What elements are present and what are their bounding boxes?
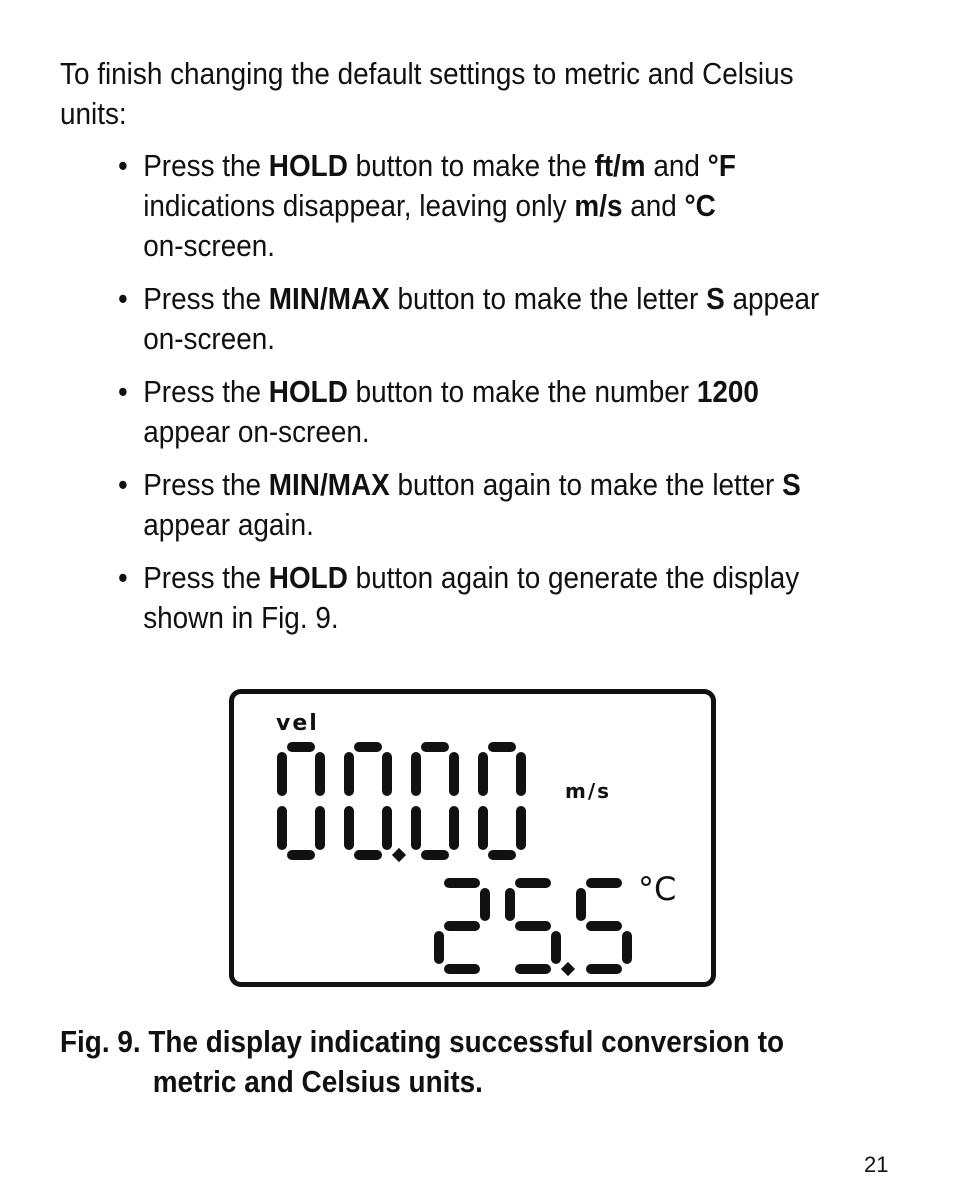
step-text: on-screen. (143, 321, 276, 356)
celsius-keyword: °C (684, 188, 716, 223)
digit-segment (449, 752, 459, 796)
digit-segment (434, 931, 444, 964)
bullet: • (118, 467, 128, 502)
digit-segment (622, 931, 632, 964)
digit-segment (488, 850, 516, 860)
step-list (118, 146, 897, 651)
step-item-2 (118, 279, 819, 359)
primary-reading (277, 742, 526, 862)
digit-segment (382, 752, 392, 796)
figure-caption (60, 1022, 784, 1102)
digit-segment (516, 806, 526, 850)
step-text: Press the (143, 148, 269, 183)
step-text: indications disappear, leaving only (143, 188, 575, 223)
digit-segment (449, 806, 459, 850)
bullet: • (118, 281, 128, 316)
hold-keyword: HOLD (268, 148, 348, 183)
caption-line: metric and Celsius units. (152, 1064, 483, 1099)
digit-segment (586, 921, 622, 931)
minmax-keyword: MIN/MAX (268, 281, 390, 316)
digit-segment (315, 806, 325, 850)
digit-segment (586, 964, 622, 974)
digit-segment (515, 921, 551, 931)
digit-segment (344, 806, 354, 850)
step-text: Press the (143, 560, 269, 595)
step-item-1 (118, 146, 819, 266)
decimal-point (392, 848, 406, 862)
step-text: on-screen. (143, 228, 276, 263)
minmax-keyword: MIN/MAX (268, 467, 390, 502)
step-text: Press the (143, 281, 269, 316)
step-text: button to make the number (347, 374, 697, 409)
digit-segment (444, 878, 480, 888)
hold-keyword: HOLD (268, 374, 348, 409)
mode-label: vel (276, 711, 319, 736)
digit-segment (551, 931, 561, 964)
hold-keyword: HOLD (268, 560, 348, 595)
digit-segment (287, 850, 315, 860)
digit-segment (421, 742, 449, 752)
secondary-unit: °C (638, 870, 677, 908)
lcd-screen (234, 694, 711, 982)
step-item-4 (118, 465, 819, 545)
digit-segment (344, 752, 354, 796)
lcd-display-figure (229, 689, 716, 987)
page-number: 21 (864, 1152, 889, 1177)
digit-segment (444, 964, 480, 974)
digit-segment (488, 742, 516, 752)
step-text: button again to make the letter (389, 467, 783, 502)
ftm-keyword: ft/m (594, 148, 646, 183)
digit-segment (480, 888, 490, 921)
digit-segment (505, 888, 515, 921)
bullet: • (118, 148, 128, 183)
digit-segment (586, 878, 622, 888)
step-text: appear again. (143, 507, 314, 542)
digit-segment (277, 806, 287, 850)
digit-segment (478, 752, 488, 796)
digit-segment (515, 964, 551, 974)
step-text: Press the (143, 374, 269, 409)
digit-segment (444, 921, 480, 931)
step-text: shown in Fig. 9. (143, 600, 339, 635)
step-item-5 (118, 558, 819, 638)
digit-segment (277, 752, 287, 796)
bullet: • (118, 374, 128, 409)
step-text: button to make the (347, 148, 595, 183)
digit-segment (287, 742, 315, 752)
step-text: button again to generate the display (347, 560, 800, 595)
caption-line: The display indicating successful conversion to (140, 1024, 785, 1059)
intro-paragraph (60, 54, 794, 134)
s-keyword: S (706, 281, 725, 316)
digit-segment (382, 806, 392, 850)
decimal-point (561, 962, 575, 976)
digit-segment (354, 850, 382, 860)
step-text: and (645, 148, 708, 183)
digit-segment (516, 752, 526, 796)
digit-segment (411, 806, 421, 850)
digit-segment (411, 752, 421, 796)
caption-prefix: Fig. 9. (60, 1024, 141, 1059)
step-item-3 (118, 372, 819, 452)
digit-segment (478, 806, 488, 850)
step-text: Press the (143, 467, 269, 502)
digit-segment (421, 850, 449, 860)
digit-segment (354, 742, 382, 752)
bullet: • (118, 560, 128, 595)
step-text: appear on-screen. (143, 414, 370, 449)
intro-line: units: (60, 96, 127, 131)
fahrenheit-keyword: °F (707, 148, 736, 183)
digit-segment (576, 888, 586, 921)
step-text: and (622, 188, 685, 223)
intro-line: To finish changing the default settings to metric and Celsius (60, 56, 794, 91)
number-keyword: 1200 (696, 374, 759, 409)
primary-unit: m/s (565, 779, 612, 803)
step-text: appear (724, 281, 820, 316)
step-text: button to make the letter (389, 281, 707, 316)
ms-keyword: m/s (574, 188, 623, 223)
s-keyword: S (782, 467, 801, 502)
digit-segment (515, 878, 551, 888)
secondary-reading (434, 878, 632, 976)
digit-segment (315, 752, 325, 796)
